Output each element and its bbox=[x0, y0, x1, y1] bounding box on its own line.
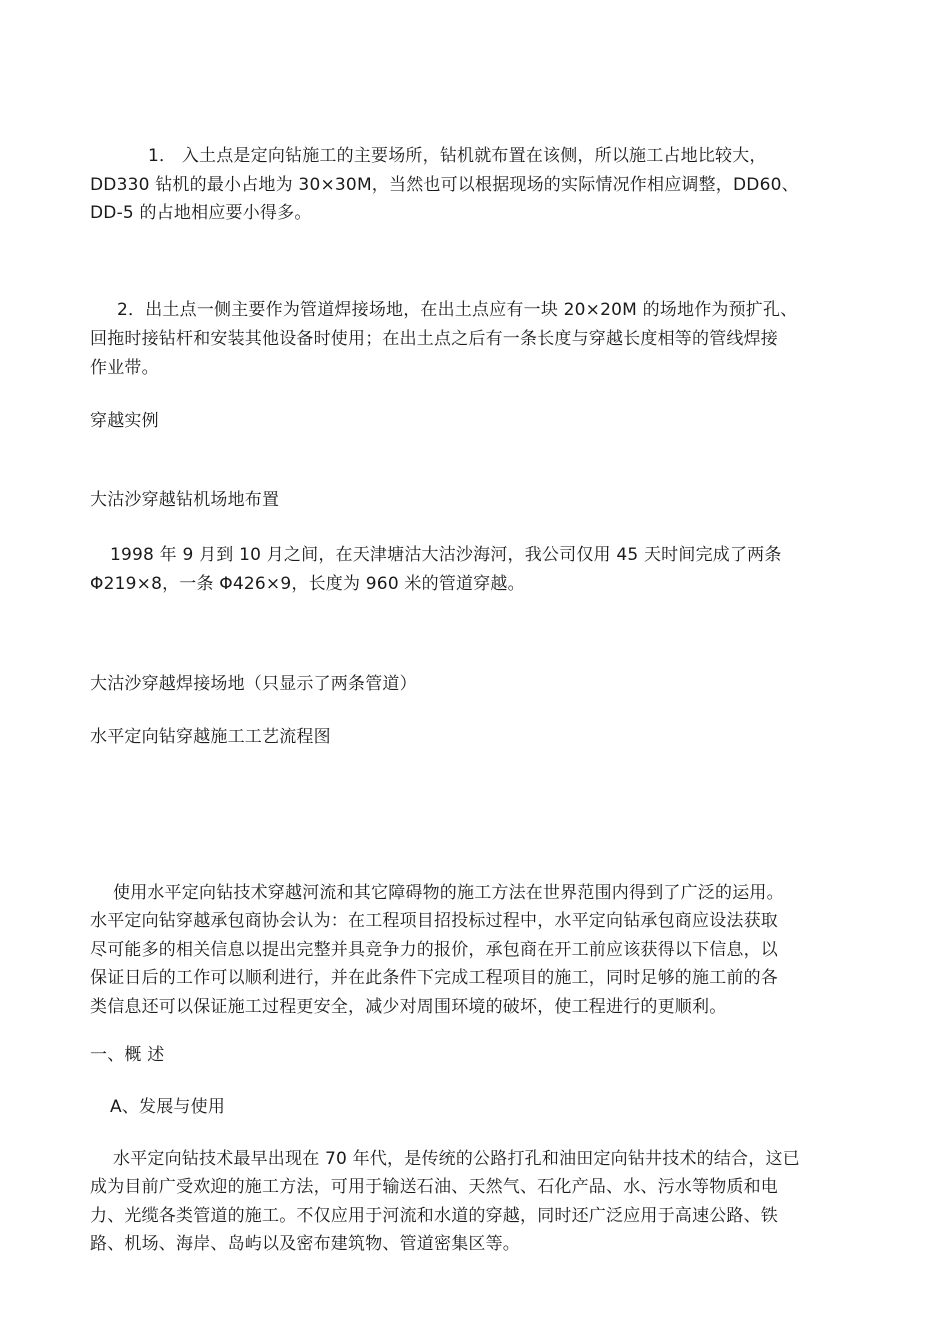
section-overview: 一、概 述 bbox=[90, 1045, 165, 1065]
para4-line5: 类信息还可以保证施工过程更安全，减少对周围环境的破坏，使工程进行的更顺利。 bbox=[90, 997, 727, 1017]
heading-example: 穿越实例 bbox=[90, 411, 159, 431]
para4-line3: 尽可能多的相关信息以提出完整并具竞争力的报价，承包商在开工前应该获得以下信息，以 bbox=[90, 940, 778, 960]
para2-line2: 回拖时接钻杆和安装其他设备时使用；在出土点之后有一条长度与穿越长度相等的管线焊接 bbox=[90, 329, 778, 349]
para4-line2: 水平定向钻穿越承包商协会认为：在工程项目招投标过程中，水平定向钻承包商应设法获取 bbox=[90, 911, 778, 931]
para1-line2: DD330 钻机的最小占地为 30×30M，当然也可以根据现场的实际情况作相应调整，DD60、 bbox=[90, 175, 799, 195]
para5-line3: 力、光缆各类管道的施工。不仅应用于河流和水道的穿越，同时还广泛应用于高速公路、铁 bbox=[90, 1206, 778, 1226]
caption-site-layout: 大沽沙穿越钻机场地布置 bbox=[90, 490, 280, 510]
caption-flowchart: 水平定向钻穿越施工工艺流程图 bbox=[90, 727, 331, 747]
para1-line3: DD-5 的占地相应要小得多。 bbox=[90, 203, 312, 223]
para4-line4: 保证日后的工作可以顺利进行，并在此条件下完成工程项目的施工，同时足够的施工前的各 bbox=[90, 968, 778, 988]
para4-line1: 使用水平定向钻技术穿越河流和其它障碍物的施工方法在世界范围内得到了广泛的运用。 bbox=[113, 883, 784, 903]
para3-line1: 1998 年 9 月到 10 月之间，在天津塘沽大沽沙海河，我公司仅用 45 天时间完成了两条 bbox=[110, 545, 782, 565]
para2-line1: 2．出土点一侧主要作为管道焊接场地，在出土点应有一块 20×20M 的场地作为预扩孔、 bbox=[117, 300, 798, 320]
para2-line3: 作业带。 bbox=[90, 358, 159, 378]
para3-line2: Φ219×8，一条 Φ426×9，长度为 960 米的管道穿越。 bbox=[90, 574, 525, 594]
para5-line4: 路、机场、海岸、岛屿以及密布建筑物、管道密集区等。 bbox=[90, 1234, 520, 1254]
para1-line1: 1． 入土点是定向钻施工的主要场所，钻机就布置在该侧，所以施工占地比较大， bbox=[148, 146, 767, 166]
caption-weld-site: 大沽沙穿越焊接场地（只显示了两条管道） bbox=[90, 674, 417, 694]
para5-line2: 成为目前广受欢迎的施工方法，可用于输送石油、天然气、石化产品、水、污水等物质和电 bbox=[90, 1177, 778, 1197]
subsection-a: A、发展与使用 bbox=[110, 1097, 226, 1117]
para5-line1: 水平定向钻技术最早出现在 70 年代，是传统的公路打孔和油田定向钻井技术的结合，这已 bbox=[113, 1149, 800, 1169]
